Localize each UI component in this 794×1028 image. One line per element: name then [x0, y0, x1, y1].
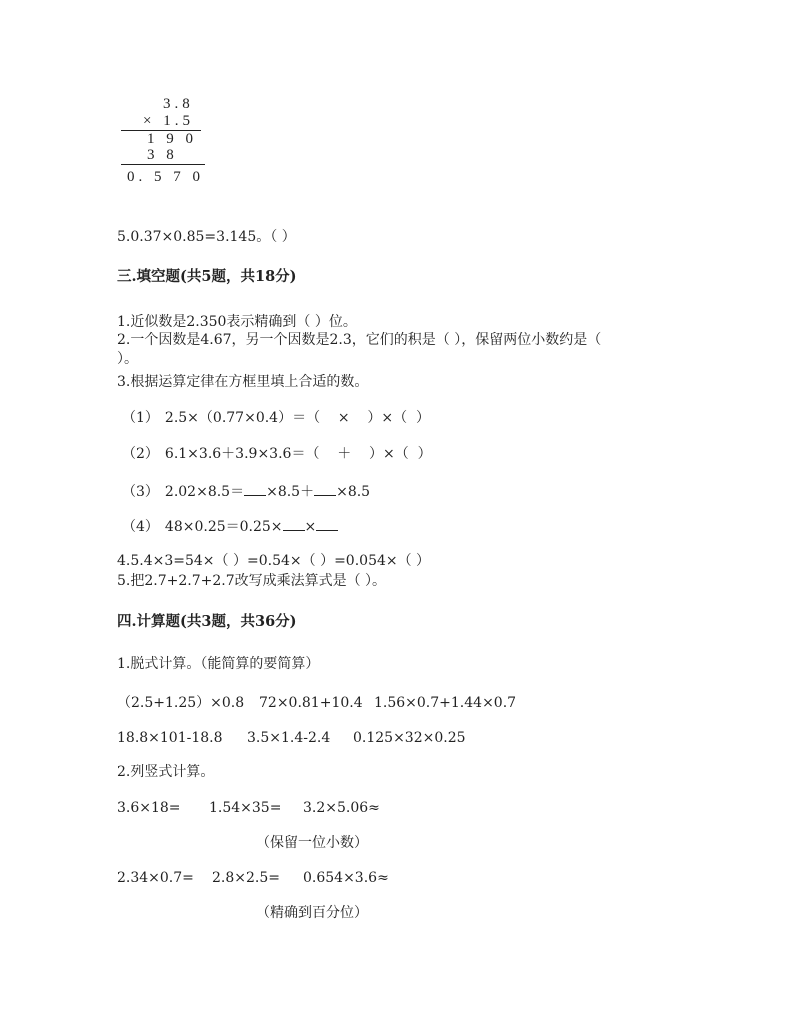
answer-blank[interactable] — [314, 483, 336, 496]
partial-product-1: 1 9 0 — [147, 131, 197, 147]
multiplier-line: × 1.5 — [143, 113, 194, 129]
partial-product-2: 3 8 — [147, 147, 178, 163]
fill-q2-line2: ）。 — [117, 351, 138, 367]
calc-row1-item3: 1.56×0.7+1.44×0.7 — [374, 695, 517, 711]
sub-mid: × — [304, 519, 317, 535]
sub-number: （2） — [122, 446, 159, 462]
calc-row2-item2: 3.5×1.4-2.4 — [247, 730, 331, 746]
fill-q2-line1: 2.一个因数是4.67，另一个因数是2.3，它们的积是（ ），保留两位小数约是（ — [117, 332, 602, 348]
sub-pre: 48×0.25＝0.25× — [164, 519, 283, 535]
answer-blank[interactable] — [283, 518, 305, 531]
fill-q3-sub1 — [122, 411, 430, 425]
calc-row1-item1: （2.5+1.25）×0.8 — [117, 695, 245, 711]
sub-post: ×8.5 — [336, 484, 371, 500]
calc-row4-item2: 2.8×2.5= — [212, 870, 280, 886]
fill-q3-sub2 — [122, 447, 432, 461]
fill-q3: 3.根据运算定律在方框里填上合适的数。 — [117, 374, 369, 390]
calc-row3-item2: 1.54×35= — [209, 800, 282, 816]
sub-pre: 2.02×8.5＝ — [164, 484, 245, 500]
multiplicand: 3.8 — [163, 96, 194, 112]
calc-row3-item1: 3.6×18= — [117, 800, 181, 816]
fill-q5: 5.把2.7+2.7+2.7改写成乘法算式是（ ）。 — [117, 573, 387, 589]
calc-row4-item1: 2.34×0.7= — [117, 870, 194, 886]
calc-q1: 1.脱式计算。（能简算的要简算） — [117, 656, 320, 672]
sub-number: （3） — [122, 484, 159, 500]
calc-row1-item2: 72×0.81+10.4 — [259, 695, 363, 711]
section3-heading: 三.填空题(共5题，共18分) — [117, 268, 297, 285]
fill-q3-sub4 — [122, 518, 338, 534]
sub-number: （4） — [122, 519, 159, 535]
calc-note-rounding-2: （精确到百分位） — [256, 905, 368, 921]
fill-q4: 4.5.4×3=54×（ ）=0.54×（ ）=0.054×（ ） — [117, 553, 431, 569]
calc-q2: 2.列竖式计算。 — [117, 764, 215, 780]
sub-number: （1） — [122, 410, 159, 426]
fill-q3-sub3 — [122, 483, 370, 499]
section4-heading: 四.计算题(共3题，共36分) — [117, 613, 297, 630]
answer-blank[interactable] — [316, 518, 338, 531]
answer-blank[interactable] — [244, 483, 266, 496]
judge-item-5: 5.0.37×0.85=3.145。（ ） — [117, 229, 296, 245]
sub-text: 6.1×3.6＋3.9×3.6＝（ ＋ ）×（ ） — [164, 446, 432, 462]
calc-row3-item3: 3.2×5.06≈ — [303, 800, 380, 816]
calc-row2-item1: 18.8×101-18.8 — [117, 730, 223, 746]
sub-text: 2.5×（0.77×0.4）＝（ × ）×（ ） — [164, 410, 431, 426]
calc-row2-item3: 0.125×32×0.25 — [353, 730, 466, 746]
calc-row4-item3: 0.654×3.6≈ — [303, 870, 389, 886]
sub-mid: ×8.5＋ — [266, 484, 315, 500]
calc-note-rounding-1: （保留一位小数） — [256, 835, 368, 851]
fill-q1: 1.近似数是2.350表示精确到（ ）位。 — [117, 314, 357, 330]
product-result: 0. 5 7 0 — [127, 169, 204, 185]
multiplication-rule-2 — [121, 164, 205, 165]
